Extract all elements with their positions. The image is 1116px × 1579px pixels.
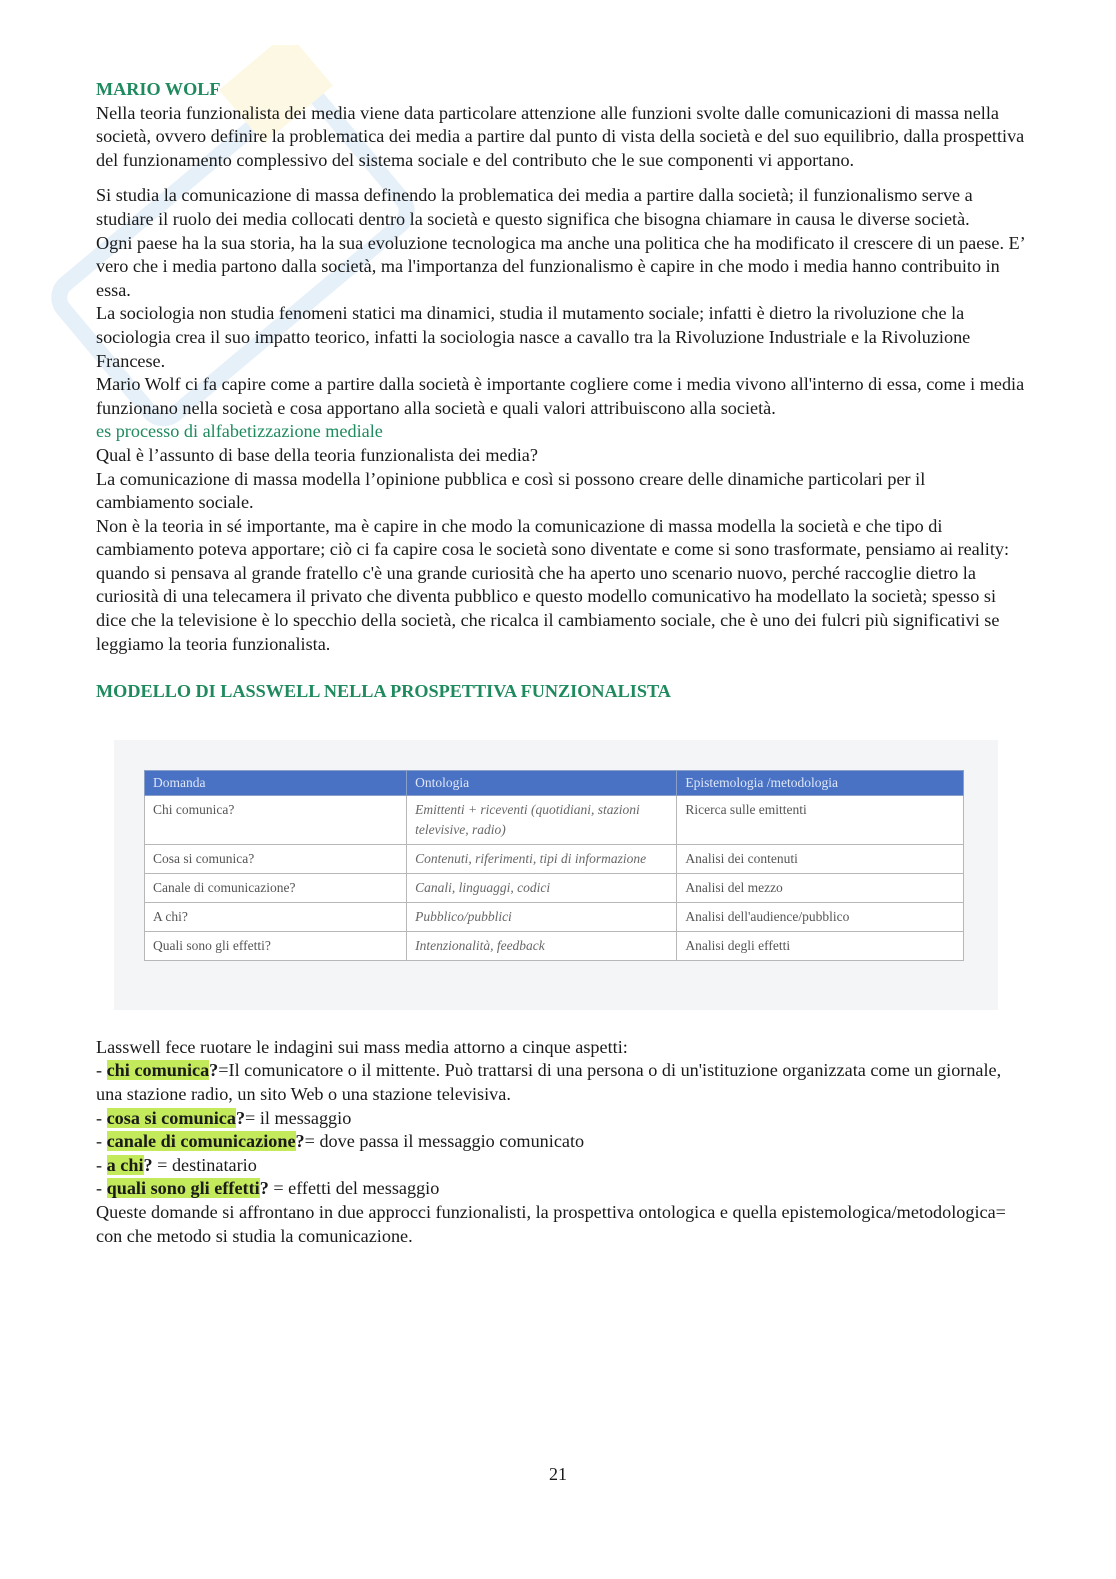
list-prefix: -: [96, 1107, 107, 1128]
highlighted-term: chi comunica: [106, 1060, 210, 1081]
highlighted-term: quali sono gli effetti: [106, 1178, 260, 1199]
table-cell: Intenzionalità, feedback: [407, 931, 677, 960]
table-row: [145, 902, 964, 931]
heading-lasswell: MODELLO DI LASSWELL NELLA PROSPETTIVA FUNZIONALISTA: [96, 681, 671, 702]
list-item: [96, 1154, 1026, 1178]
highlighted-term: a chi: [106, 1154, 144, 1175]
table-cell: Emittenti + riceventi (quotidiani, stazioni televisive, radio): [407, 795, 677, 844]
question-mark: ?: [143, 1154, 153, 1175]
question-mark: ?: [295, 1131, 305, 1152]
highlighted-term: canale di comunicazione: [106, 1131, 296, 1152]
table-cell: Analisi dei contenuti: [677, 844, 964, 873]
closing-paragraph: Queste domande si affrontano in due approcci funzionalisti, la prospettiva ontologica e quella epistemologica/metodologica= con che metodo si studia la comunicazione.: [96, 1202, 1006, 1246]
list-item: [96, 1177, 1026, 1201]
lasswell-table: [144, 770, 964, 961]
table-cell: Ricerca sulle emittenti: [677, 795, 964, 844]
paragraph-4: La sociologia non studia fenomeni statici ma dinamici, studia il mutamento sociale; infatti è dietro la rivoluzione che la sociologia crea il suo impatto teorico, infatti la sociologia nasce a cavallo tra la Rivoluzione Industriale e la Rivoluzione Francese.: [96, 303, 971, 371]
list-item: [96, 1107, 1026, 1131]
document-page: [96, 78, 1026, 1248]
question: Qual è l’assunto di base della teoria funzionalista dei media?: [96, 444, 538, 465]
page-number: 21: [549, 1464, 567, 1484]
list-item-text: = il messaggio: [245, 1107, 352, 1128]
table-row: [145, 873, 964, 902]
table-cell: Canale di comunicazione?: [145, 873, 407, 902]
table-header: Ontologia: [407, 770, 677, 795]
table-cell: Contenuti, riferimenti, tipi di informazione: [407, 844, 677, 873]
list-prefix: -: [96, 1060, 107, 1081]
table-row: [145, 844, 964, 873]
table-cell: Chi comunica?: [145, 795, 407, 844]
table-row: [145, 795, 964, 844]
list-prefix: -: [96, 1131, 107, 1152]
list-intro: Lasswell fece ruotare le indagini sui mass media attorno a cinque aspetti:: [96, 1036, 628, 1057]
table-header: Epistemologia /metodologia: [677, 770, 964, 795]
list-prefix: -: [96, 1178, 107, 1199]
lasswell-table-figure: [114, 740, 998, 1010]
paragraph-7: Non è la teoria in sé importante, ma è capire in che modo la comunicazione di massa modella la società e che tipo di cambiamento poteva apportare; ciò ci fa capire cosa le società sono diventate e come si sono trasformate, pensiamo ai reality: quando si pensava al grande fratello c'è una grande curiosità che ha aperto uno scenario nuovo, perché raccoglie dietro la curiosità di una telecamera il privato che diventa pubblico e questo modello comunicativo ha modellato la società; spesso si dice che la televisione è lo specchio della società, che ricalca il cambiamento sociale, che è uno dei fulcri più significativi se leggiamo la teoria funzionalista.: [96, 515, 1010, 654]
table-cell: Analisi del mezzo: [677, 873, 964, 902]
table-cell: Canali, linguaggi, codici: [407, 873, 677, 902]
example-note: es processo di alfabetizzazione mediale: [96, 421, 383, 442]
table-header-row: [145, 770, 964, 795]
paragraph-2: Si studia la comunicazione di massa definendo la problematica dei media a partire dalla società; il funzionalismo serve a studiare il ruolo dei media collocati dentro la società e questo significa che bisogna chiamare in causa le diverse società.: [96, 185, 973, 229]
question-mark: ?: [209, 1060, 219, 1081]
paragraph-5: Mario Wolf ci fa capire come a partire dalla società è importante cogliere come i media vivono all'interno di essa, come i media funzionano nella società e cosa apportano alla società e quali valori attribuiscono alla società.: [96, 374, 1025, 418]
list-item-text: = effetti del messaggio: [268, 1178, 440, 1199]
table-cell: Cosa si comunica?: [145, 844, 407, 873]
question-mark: ?: [259, 1178, 269, 1199]
table-cell: Analisi degli effetti: [677, 931, 964, 960]
list-item: [96, 1130, 1026, 1154]
table-cell: Analisi dell'audience/pubblico: [677, 902, 964, 931]
list-prefix: -: [96, 1154, 107, 1175]
list-item: [96, 1059, 1026, 1106]
paragraph-3: Ogni paese ha la sua storia, ha la sua evoluzione tecnologica ma anche una politica che ha modificato il crescere di un paese. E’ vero che i media partono dalla società, ma l'importanza del funzionalismo è capire in che modo i media hanno contribuito in essa.: [96, 232, 1025, 300]
table-cell: Quali sono gli effetti?: [145, 931, 407, 960]
paragraph-6: La comunicazione di massa modella l’opinione pubblica e così si possono creare delle dinamiche particolari per il cambiamento sociale.: [96, 468, 926, 513]
question-mark: ?: [235, 1107, 246, 1128]
table-cell: Pubblico/pubblici: [407, 902, 677, 931]
table-header: Domanda: [145, 770, 407, 795]
list-item-text: =Il comunicatore o il mittente. Può trattarsi di una persona o di un'istituzione organizzata come un giornale, una stazione radio, un sito Web o una stazione televisiva.: [96, 1060, 1002, 1105]
highlighted-term: cosa si comunica: [106, 1107, 236, 1128]
table-cell: A chi?: [145, 902, 407, 931]
heading-mario-wolf: MARIO WOLF: [96, 79, 221, 99]
list-item-text: = dove passa il messaggio comunicato: [304, 1131, 585, 1152]
list-item-text: = destinatario: [152, 1154, 257, 1175]
table-row: [145, 931, 964, 960]
paragraph-1: Nella teoria funzionalista dei media viene data particolare attenzione alle funzioni svolte dalle comunicazioni di massa nella società, ovvero definire la problematica dei media a partire dal punto di vista della società e del suo equilibrio, dalla prospettiva del funzionamento complessivo del sistema sociale e del contributo che le sue componenti vi apportano.: [96, 102, 1025, 170]
